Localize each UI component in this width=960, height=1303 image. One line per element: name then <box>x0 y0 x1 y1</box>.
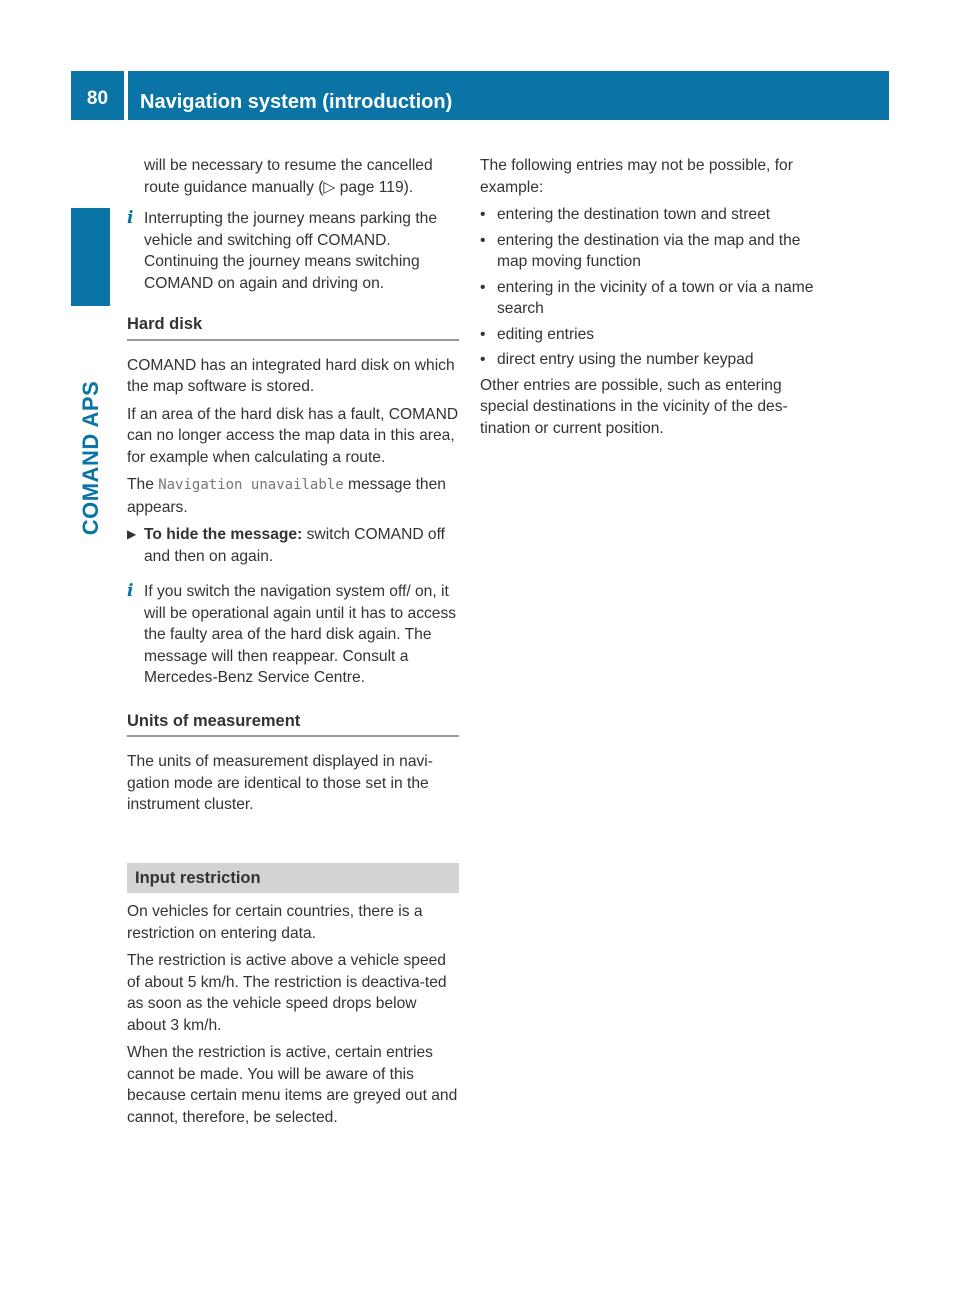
step-arrow-icon: ▶ <box>127 527 137 541</box>
info-icon: i <box>127 581 134 601</box>
right-column <box>480 155 820 445</box>
heading-input-restriction: Input restriction <box>127 863 459 894</box>
bullet-icon: • <box>480 231 486 249</box>
step-bold-label: To hide the message: <box>144 526 303 543</box>
message-suffix: message then appears. <box>127 476 446 516</box>
right-intro: The following entries may not be possible, for example: <box>480 157 793 196</box>
right-outro: Other entries are possible, such as entering special destinations in the vicinity of the des-tination or current position. <box>480 376 788 437</box>
list-item <box>480 230 820 273</box>
list-item-text: direct entry using the number keypad <box>497 351 754 368</box>
message-prefix: The <box>127 476 159 493</box>
info-note-hard-disk <box>127 581 459 689</box>
side-tab-block <box>71 208 110 306</box>
input-restriction-para-1: On vehicles for certain countries, there is a restriction on entering data. <box>127 903 423 942</box>
input-restriction-para-3: When the restriction is active, certain entries cannot be made. You will be aware of this because certain menu items are greyed out and cannot, therefore, be selected. <box>127 1044 458 1126</box>
list-item <box>480 324 820 346</box>
heading-units: Units of measurement <box>127 711 459 738</box>
info-note-text: If you switch the navigation system off/ on, it will be operational again until it has to access the faulty area of the hard disk again. The message will then reappear. Consult a Mercedes-Benz Service Centre. <box>144 583 457 686</box>
list-item-text: entering the destination town and street <box>497 206 771 223</box>
side-tab-label: COMAND APS <box>78 380 103 536</box>
hard-disk-message-para <box>127 474 459 518</box>
page-number: 80 <box>71 71 124 120</box>
info-icon: i <box>127 208 134 228</box>
step-hide-message <box>127 524 459 567</box>
message-code: Navigation unavailable <box>158 477 344 493</box>
bullet-icon: • <box>480 351 486 368</box>
left-column <box>127 155 459 1134</box>
info-note-journey <box>127 208 459 294</box>
list-item <box>480 277 820 320</box>
list-item <box>480 349 820 371</box>
hard-disk-para-1: COMAND has an integrated hard disk on which the map software is stored. <box>127 356 455 395</box>
page-header-title: Navigation system (introduction) <box>128 71 889 120</box>
heading-hard-disk: Hard disk <box>127 314 459 341</box>
list-item-text: entering in the vicinity of a town or via a name search <box>497 278 814 317</box>
bullet-icon: • <box>480 206 486 223</box>
hard-disk-para-2: If an area of the hard disk has a fault, COMAND can no longer access the map data in this area, for example when calculating a route. <box>127 405 459 466</box>
info-note-text: Interrupting the journey means parking the vehicle and switching off COMAND. Continuing the journey means switching COMAND on again and driving on. <box>144 210 437 292</box>
list-item-text: entering the destination via the map and the map moving function <box>497 231 801 270</box>
intro-continuation: will be necessary to resume the cancelled route guidance manually (▷ page 119). <box>144 157 433 196</box>
bullet-icon: • <box>480 278 486 296</box>
input-restriction-para-2: The restriction is active above a vehicle speed of about 5 km/h. The restriction is deactiva-ted as soon as the vehicle speed drops below about 3 km/h. <box>127 952 447 1034</box>
bullet-icon: • <box>480 325 486 343</box>
step-text: switch COMAND off and then on again. <box>144 526 445 565</box>
units-para: The units of measurement displayed in navi-gation mode are identical to those set in the instrument cluster. <box>127 753 433 813</box>
list-item <box>480 204 820 226</box>
list-item-text: editing entries <box>497 325 595 343</box>
